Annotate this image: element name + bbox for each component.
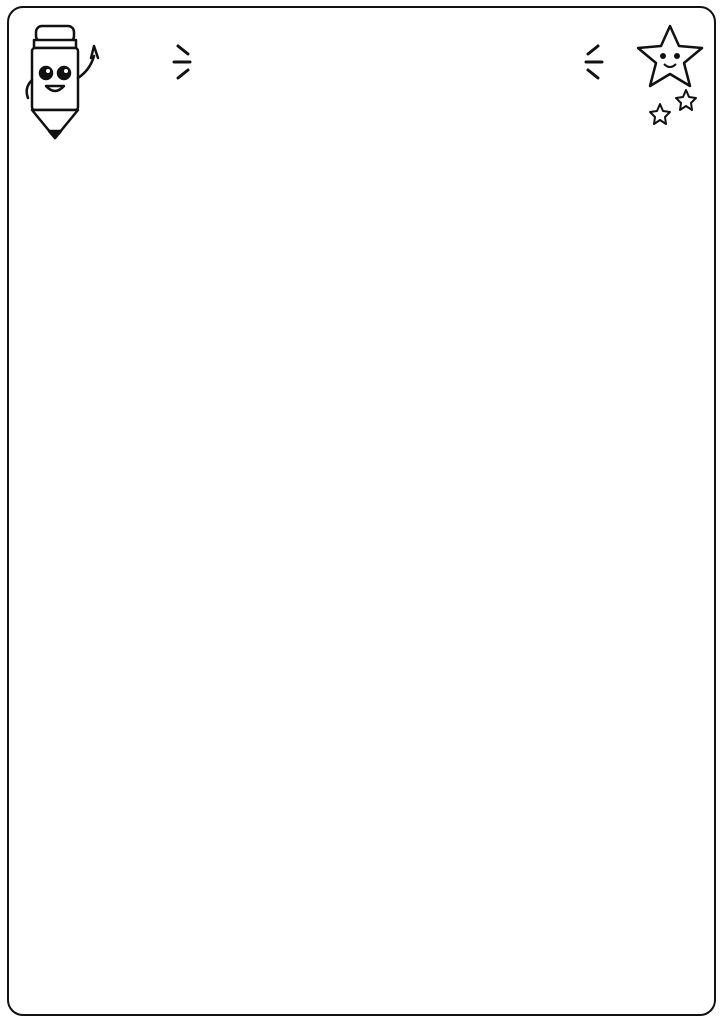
small-stars-icon — [644, 86, 700, 130]
card-grid — [21, 143, 699, 1009]
star-mascot-icon — [632, 22, 708, 92]
pencil-mascot-icon — [18, 18, 108, 142]
right-spark-icon — [566, 40, 606, 86]
left-spark-icon — [170, 40, 210, 86]
